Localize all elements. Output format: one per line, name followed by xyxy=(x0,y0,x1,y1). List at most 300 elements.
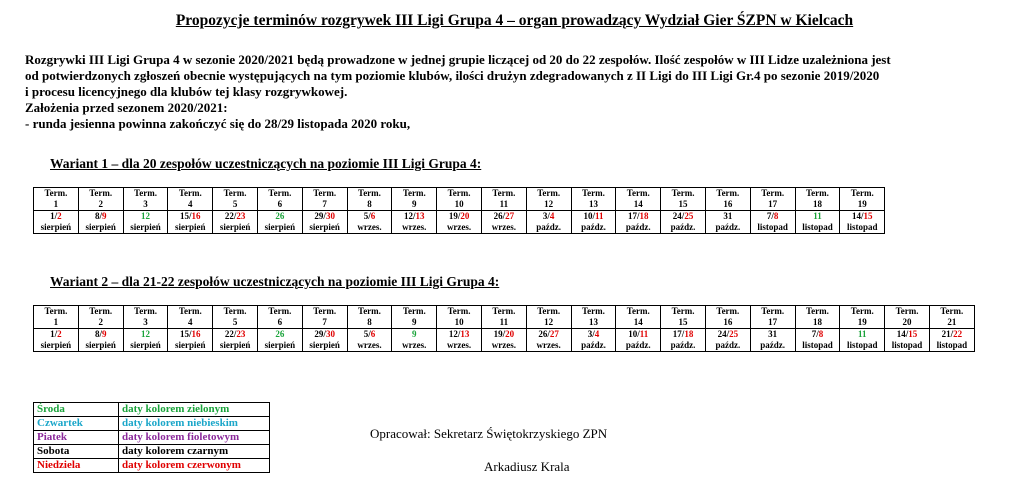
term-date-cell xyxy=(481,329,526,352)
term-header-cell xyxy=(302,306,347,329)
term-date xyxy=(897,329,918,339)
term-month: sierpień xyxy=(219,340,251,350)
date-part: 18 xyxy=(684,329,694,339)
term-month: listopad xyxy=(846,222,878,232)
term-header-cell xyxy=(481,306,526,329)
prepared-by: Opracował: Sekretarz Świętokrzyskiego ZPN xyxy=(370,426,608,441)
term-date xyxy=(942,329,963,339)
term-number: 7 xyxy=(322,199,327,209)
term-date xyxy=(628,329,648,339)
term-number: 5 xyxy=(232,199,238,209)
intro-text xyxy=(25,52,1025,132)
intro-line: i procesu licencyjnego dla klubów tej klasy rozgrywkowej. xyxy=(25,84,348,99)
date-part: 31 xyxy=(768,329,778,339)
date-part: 6 xyxy=(370,211,376,221)
term-month: wrzes. xyxy=(446,340,472,350)
term-header-cell xyxy=(705,188,750,211)
date-part: 15/ xyxy=(180,329,192,339)
term-date-cell xyxy=(437,329,482,352)
term-number: 19 xyxy=(857,317,867,327)
date-part: 26/ xyxy=(538,329,550,339)
term-number: 3 xyxy=(143,317,148,327)
date-part: 12/ xyxy=(404,211,416,221)
term-number: 17 xyxy=(768,317,778,327)
term-date-cell xyxy=(347,211,392,234)
term-label: Term. xyxy=(134,188,157,198)
date-part: 9 xyxy=(412,329,417,339)
term-month: paźdz. xyxy=(625,340,651,350)
term-header-cell xyxy=(392,306,437,329)
term-month: wrzes. xyxy=(536,340,561,350)
date-part: 27 xyxy=(505,211,515,221)
term-number: 14 xyxy=(633,317,643,327)
term-month: sierpień xyxy=(40,222,72,232)
term-header-cell xyxy=(661,188,706,211)
term-header-cell xyxy=(705,306,750,329)
term-label: Term. xyxy=(268,188,292,198)
term-number: 18 xyxy=(812,199,822,209)
term-month: listopad xyxy=(757,222,788,232)
term-date-cell xyxy=(34,211,79,234)
term-header-cell xyxy=(437,188,482,211)
date-part: 19/ xyxy=(448,211,461,221)
term-month: sierpień xyxy=(219,222,251,232)
date-part: 14/ xyxy=(896,329,909,339)
author-name: Arkadiusz Krala xyxy=(484,459,570,474)
term-date-cell xyxy=(661,329,706,352)
term-date xyxy=(180,211,201,221)
term-date-cell xyxy=(885,329,930,352)
term-label: Term. xyxy=(44,306,68,316)
date-part: 29/ xyxy=(314,211,326,221)
date-part: 12 xyxy=(140,211,150,221)
term-header-cell xyxy=(795,188,840,211)
date-part: 19/ xyxy=(493,329,506,339)
term-number: 5 xyxy=(232,317,238,327)
date-part: 23 xyxy=(236,329,246,339)
term-month: sierpień xyxy=(175,340,206,350)
date-part: 24/ xyxy=(717,329,730,339)
date-part: 10/ xyxy=(583,211,595,221)
legend-row xyxy=(34,445,270,459)
term-header-cell xyxy=(168,306,213,329)
term-month: wrzes. xyxy=(357,222,382,232)
term-month: paźdz. xyxy=(670,222,696,232)
term-date xyxy=(412,329,417,339)
term-header-cell xyxy=(929,306,974,329)
term-header-cell xyxy=(168,188,213,211)
term-number: 3 xyxy=(143,199,148,209)
term-date-cell xyxy=(347,329,392,352)
term-month: wrzes. xyxy=(357,340,382,350)
date-part: 1/ xyxy=(50,329,58,339)
term-number: 15 xyxy=(678,317,688,327)
term-number: 4 xyxy=(188,317,193,327)
term-date-cell xyxy=(257,211,302,234)
term-date xyxy=(673,329,694,339)
term-label: Term. xyxy=(671,188,695,198)
intro-line: od potwierdzonych zgłoszeń obecnie występujących na tym poziomie klubów, ilości drużyn zdegradowanych z II Ligi do III Ligi Gr.4 po sezonie 2019/2020 xyxy=(25,68,880,83)
date-part: 16 xyxy=(191,211,201,221)
legend-desc: daty kolorem czarnym xyxy=(119,445,270,459)
term-month: paźdz. xyxy=(760,340,786,350)
date-part: 23 xyxy=(236,211,246,221)
term-date-cell xyxy=(34,329,79,352)
term-date xyxy=(404,211,425,221)
term-date-cell xyxy=(213,329,258,352)
date-part: 17/ xyxy=(628,211,640,221)
term-header-cell xyxy=(213,188,258,211)
term-number: 7 xyxy=(322,317,327,327)
date-part: 29/ xyxy=(314,329,326,339)
term-label: Term. xyxy=(313,306,337,316)
term-date-cell xyxy=(392,329,437,352)
legend-desc: daty kolorem fioletowym xyxy=(119,431,270,445)
term-header-cell xyxy=(123,306,168,329)
term-date xyxy=(718,329,739,339)
term-number: 12 xyxy=(544,199,554,209)
date-part: 20 xyxy=(505,329,515,339)
legend-day: Piatek xyxy=(34,431,119,445)
term-header-cell xyxy=(526,188,571,211)
term-header-cell xyxy=(347,306,392,329)
term-month: sierpień xyxy=(130,340,161,350)
term-month: sierpień xyxy=(85,340,116,350)
date-part: 30 xyxy=(325,211,335,221)
legend-row xyxy=(34,431,270,445)
term-number: 1 xyxy=(53,317,59,327)
date-part: 11 xyxy=(813,211,822,221)
term-date-cell xyxy=(840,329,885,352)
term-label: Term. xyxy=(626,306,650,316)
term-number: 11 xyxy=(499,199,509,209)
term-header-cell xyxy=(571,306,616,329)
term-date-cell xyxy=(795,211,840,234)
term-header-cell xyxy=(526,306,571,329)
term-month: paźdz. xyxy=(581,340,606,350)
term-date-cell xyxy=(526,329,571,352)
term-number: 16 xyxy=(723,317,733,327)
term-header-cell xyxy=(34,306,79,329)
term-header-cell xyxy=(750,306,795,329)
date-part: 17/ xyxy=(672,329,685,339)
term-label: Term. xyxy=(358,188,381,198)
term-date-cell xyxy=(571,211,616,234)
term-date xyxy=(812,329,824,339)
term-month: wrzes. xyxy=(491,222,516,232)
term-date xyxy=(364,211,376,221)
term-header-cell xyxy=(616,188,661,211)
term-number: 21 xyxy=(947,317,957,327)
term-number: 18 xyxy=(812,317,822,327)
term-number: 16 xyxy=(723,199,733,209)
term-month: sierpień xyxy=(309,340,340,350)
term-header-cell xyxy=(840,188,885,211)
term-number: 17 xyxy=(768,199,778,209)
term-date xyxy=(141,211,150,221)
term-date xyxy=(141,329,150,339)
term-date xyxy=(449,329,470,339)
term-number: 9 xyxy=(412,317,417,327)
term-month: sierpień xyxy=(309,222,340,232)
term-number: 6 xyxy=(277,317,283,327)
term-label: Term. xyxy=(582,188,605,198)
term-header-cell xyxy=(885,306,930,329)
term-number: 19 xyxy=(857,199,867,209)
term-date xyxy=(95,211,107,221)
term-label: Term. xyxy=(761,306,785,316)
term-month: wrzes. xyxy=(491,340,516,350)
legend-day: Czwartek xyxy=(34,417,119,431)
term-date xyxy=(275,211,284,221)
term-date-cell xyxy=(705,329,750,352)
term-date xyxy=(858,329,867,339)
date-part: 18 xyxy=(639,211,649,221)
term-header-cell xyxy=(123,188,168,211)
term-month: paźdz. xyxy=(670,340,696,350)
date-part: 4 xyxy=(549,211,555,221)
term-date xyxy=(543,211,555,221)
page-title: Propozycje terminów rozgrywek III Ligi Grupa 4 – organ prowadzący Wydział Gier ŚZPN w Kielcach xyxy=(175,12,854,29)
variant1-table xyxy=(33,187,885,234)
term-label: Term. xyxy=(402,188,426,198)
term-header-cell xyxy=(347,188,392,211)
term-date xyxy=(538,329,559,339)
term-month: paźdz. xyxy=(625,222,651,232)
term-label: Term. xyxy=(89,306,113,316)
term-date-cell xyxy=(168,329,213,352)
term-date-cell xyxy=(257,329,302,352)
term-header-cell xyxy=(661,306,706,329)
term-date xyxy=(275,329,284,339)
term-number: 2 xyxy=(98,317,103,327)
date-part: 25 xyxy=(684,211,694,221)
term-header-cell xyxy=(257,188,302,211)
term-label: Term. xyxy=(447,306,471,316)
term-header-cell xyxy=(302,188,347,211)
date-part: 21/ xyxy=(941,329,954,339)
term-label: Term. xyxy=(940,306,964,316)
term-date xyxy=(852,211,873,221)
date-part: 3/ xyxy=(587,329,595,339)
term-date-cell xyxy=(302,329,347,352)
term-month: wrzes. xyxy=(446,222,472,232)
term-number: 8 xyxy=(367,317,372,327)
date-part: 2 xyxy=(57,329,62,339)
term-header-cell xyxy=(78,306,123,329)
term-label: Term. xyxy=(492,188,516,198)
term-date-cell xyxy=(705,211,750,234)
term-label: Term. xyxy=(716,306,740,316)
term-date xyxy=(588,329,600,339)
term-month: listopad xyxy=(802,222,833,232)
legend-desc: daty kolorem czerwonym xyxy=(119,459,270,473)
date-part: 5/ xyxy=(363,211,371,221)
date-part: 13 xyxy=(415,211,425,221)
term-label: Term. xyxy=(44,188,68,198)
term-month: paźdz. xyxy=(715,340,741,350)
term-date-cell xyxy=(750,211,795,234)
term-label: Term. xyxy=(358,306,381,316)
intro-line: - runda jesienna powinna zakończyć się do 28/29 listopada 2020 roku, xyxy=(25,116,411,131)
term-label: Term. xyxy=(626,188,650,198)
date-part: 2 xyxy=(57,211,62,221)
term-label: Term. xyxy=(805,306,829,316)
date-part: 22 xyxy=(953,329,963,339)
date-part: 12/ xyxy=(448,329,461,339)
term-month: paźdz. xyxy=(715,222,741,232)
term-date xyxy=(180,329,201,339)
term-month: wrzes. xyxy=(402,340,427,350)
term-month: paźdz. xyxy=(581,222,606,232)
term-date-cell xyxy=(213,211,258,234)
term-month: sierpień xyxy=(40,340,72,350)
term-month: listopad xyxy=(802,340,833,350)
date-part: 27 xyxy=(549,329,559,339)
date-part: 9 xyxy=(101,211,107,221)
date-part: 22/ xyxy=(224,211,237,221)
term-date-cell xyxy=(571,329,616,352)
date-part: 3/ xyxy=(542,211,550,221)
term-label: Term. xyxy=(850,306,874,316)
date-part: 8 xyxy=(773,211,779,221)
date-part: 15/ xyxy=(180,211,192,221)
date-part: 8/ xyxy=(94,211,102,221)
term-date-cell xyxy=(616,211,661,234)
term-date xyxy=(225,329,246,339)
term-date-cell xyxy=(392,211,437,234)
term-month: listopad xyxy=(891,340,923,350)
term-label: Term. xyxy=(223,306,247,316)
legend-row xyxy=(34,403,270,417)
date-part: 20 xyxy=(460,211,470,221)
term-date xyxy=(723,211,732,221)
term-month: sierpień xyxy=(175,222,206,232)
variant2-table xyxy=(33,305,975,352)
term-label: Term. xyxy=(537,306,561,316)
date-part: 24/ xyxy=(672,211,685,221)
term-number: 13 xyxy=(588,199,598,209)
term-label: Term. xyxy=(671,306,695,316)
term-date xyxy=(494,329,515,339)
term-header-cell xyxy=(750,188,795,211)
legend-day: Środa xyxy=(34,403,119,417)
term-number: 4 xyxy=(188,199,193,209)
date-part: 12 xyxy=(140,329,150,339)
term-date-cell xyxy=(616,329,661,352)
term-month: listopad xyxy=(846,340,878,350)
term-label: Term. xyxy=(582,306,605,316)
term-label: Term. xyxy=(223,188,247,198)
date-part: 9 xyxy=(101,329,107,339)
term-label: Term. xyxy=(805,188,829,198)
term-date-cell xyxy=(78,211,123,234)
term-month: sierpień xyxy=(264,222,296,232)
term-label: Term. xyxy=(402,306,426,316)
date-part: 4 xyxy=(594,329,600,339)
term-number: 10 xyxy=(454,317,464,327)
term-label: Term. xyxy=(268,306,292,316)
term-number: 20 xyxy=(902,317,912,327)
term-date-cell xyxy=(168,211,213,234)
variant1-title: Wariant 1 – dla 20 zespołów uczestniczących na poziomie III Ligi Grupa 4: xyxy=(50,156,482,171)
date-part: 7/ xyxy=(766,211,774,221)
term-header-cell xyxy=(437,306,482,329)
term-date xyxy=(813,211,822,221)
term-number: 15 xyxy=(678,199,688,209)
date-part: 15 xyxy=(863,211,873,221)
date-part: 15 xyxy=(908,329,918,339)
term-date-cell xyxy=(78,329,123,352)
term-date xyxy=(50,329,62,339)
term-number: 9 xyxy=(412,199,417,209)
term-number: 2 xyxy=(98,199,103,209)
term-label: Term. xyxy=(313,188,337,198)
term-date xyxy=(364,329,376,339)
term-number: 6 xyxy=(277,199,283,209)
term-month: sierpień xyxy=(85,222,116,232)
term-label: Term. xyxy=(850,188,874,198)
intro-line: Rozgrywki III Ligi Grupa 4 w sezonie 2020/2021 będą prowadzone w jednej grupie liczącej od 20 do 22 zespołów. Ilość zespołów w III Lidze uzależniona jest xyxy=(25,52,891,67)
date-part: 10/ xyxy=(628,329,640,339)
legend-day: Sobota xyxy=(34,445,119,459)
term-date xyxy=(628,211,649,221)
term-date-cell xyxy=(302,211,347,234)
term-label: Term. xyxy=(134,306,157,316)
term-label: Term. xyxy=(492,306,516,316)
date-part: 26 xyxy=(275,329,285,339)
term-date-cell xyxy=(661,211,706,234)
date-part: 22/ xyxy=(224,329,237,339)
date-part: 11 xyxy=(639,329,649,339)
date-part: 16 xyxy=(191,329,201,339)
term-number: 13 xyxy=(588,317,598,327)
term-header-cell xyxy=(392,188,437,211)
term-header-cell xyxy=(571,188,616,211)
term-date xyxy=(767,211,779,221)
term-number: 12 xyxy=(544,317,554,327)
term-date xyxy=(314,329,335,339)
legend-desc: daty kolorem niebieskim xyxy=(119,417,270,431)
term-date-cell xyxy=(840,211,885,234)
term-date xyxy=(583,211,603,221)
term-number: 14 xyxy=(633,199,643,209)
term-label: Term. xyxy=(178,188,202,198)
legend-row xyxy=(34,459,270,473)
term-number: 1 xyxy=(53,199,59,209)
term-date-cell xyxy=(123,211,168,234)
term-date xyxy=(50,211,62,221)
date-part: 5/ xyxy=(363,329,371,339)
color-legend xyxy=(33,402,270,473)
term-header-cell xyxy=(257,306,302,329)
term-label: Term. xyxy=(89,188,113,198)
date-part: 31 xyxy=(723,211,733,221)
term-month: wrzes. xyxy=(402,222,427,232)
term-date xyxy=(449,211,470,221)
term-date-cell xyxy=(526,211,571,234)
term-date-cell xyxy=(795,329,840,352)
date-part: 7/ xyxy=(811,329,819,339)
term-label: Term. xyxy=(716,188,740,198)
date-part: 30 xyxy=(325,329,335,339)
term-label: Term. xyxy=(447,188,471,198)
legend-row xyxy=(34,417,270,431)
term-date-cell xyxy=(929,329,974,352)
term-date xyxy=(314,211,335,221)
legend-day: Niedziela xyxy=(34,459,119,473)
date-part: 8/ xyxy=(94,329,102,339)
